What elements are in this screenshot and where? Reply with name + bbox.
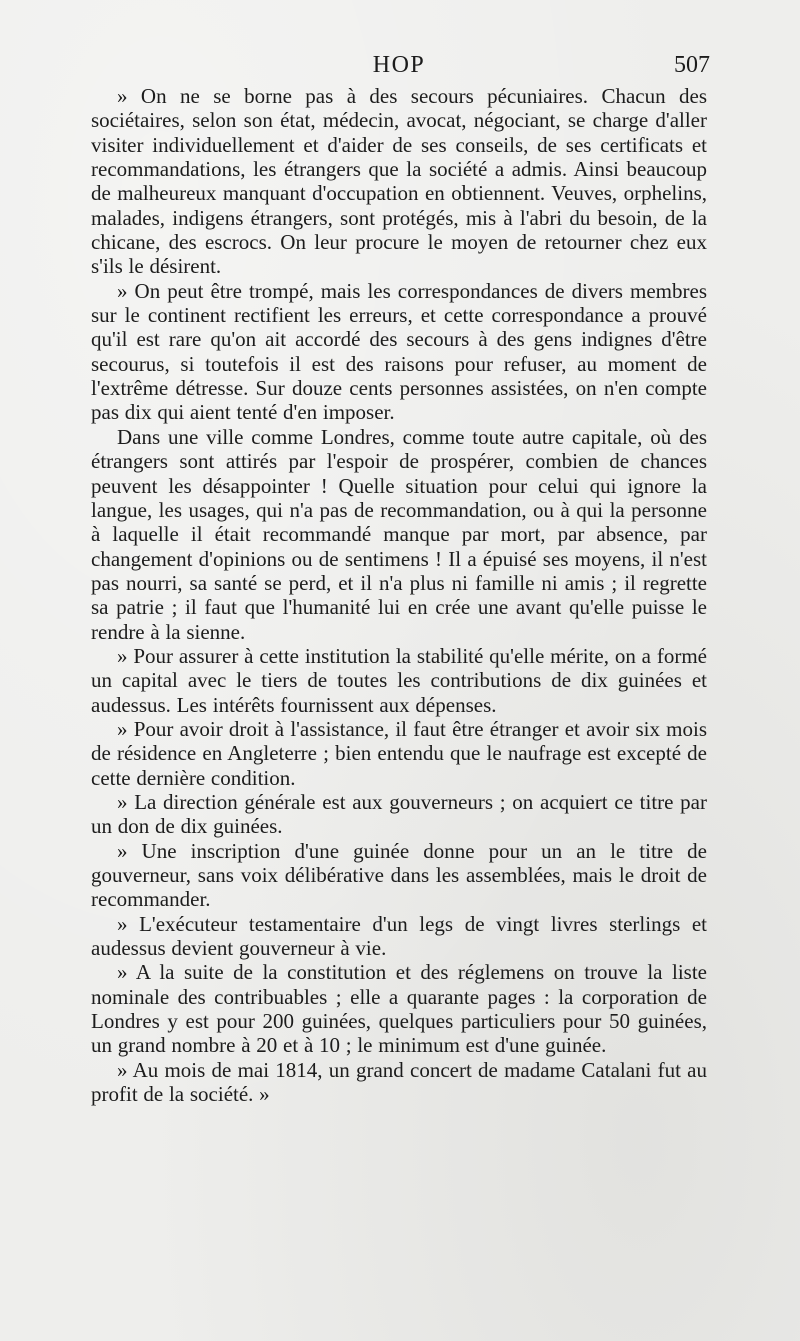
paragraph: » A la suite de la constitution et des réglemens on trouve la liste nominale des contribuables ; elle a quarante pages : la corporation de Londres y est pour 200 guinées, quelques particuliers pour 50 guinées, un grand nombre à 20 et à 10 ; le minimum est d'une guinée.: [91, 960, 707, 1058]
paragraph: Dans une ville comme Londres, comme toute autre capitale, où des étrangers sont attirés par l'espoir de prospérer, combien de chances peuvent les désappointer ! Quelle situation pour celui qui ignore la langue, les usages, qui n'a pas de recommandation, ou à qui la personne à laquelle il était recommandé manque par mort, par absence, par changement d'opinions ou de sentimens ! Il a épuisé ses moyens, il n'est pas nourri, sa santé se perd, et il n'a plus ni famille ni amis ; il regrette sa patrie ; il faut que l'humanité lui en crée une avant qu'elle puisse le rendre à la sienne.: [91, 424, 707, 644]
paragraph: » L'exécuteur testamentaire d'un legs de vingt livres sterlings et audessus devient gouverneur à vie.: [91, 911, 707, 961]
paragraph: » Pour assurer à cette institution la stabilité qu'elle mérite, on a formé un capital avec le tiers de toutes les contributions de dix guinées et audessus. Les intérêts fournissent aux dépenses.: [91, 643, 707, 717]
paragraph: » On peut être trompé, mais les correspondances de divers membres sur le continent rectifient les erreurs, et cette correspondance a prouvé qu'il est rare qu'on ait accordé des secours à des gens indignes d'être secourus, si toutefois il est des raisons pour refuser, au moment de l'extrême détresse. Sur douze cents personnes assistées, on n'en compte pas dix qui aient tenté d'en imposer.: [91, 278, 707, 425]
paragraph: » La direction générale est aux gouverneurs ; on acquiert ce titre par un don de dix guinées.: [91, 789, 707, 839]
page-header: [88, 50, 710, 86]
paragraph: » On ne se borne pas à des secours pécuniaires. Chacun des sociétaires, selon son état, médecin, avocat, négociant, se charge d'aller visiter individuellement et d'aider de ses conseils, de ses certificats et recommandations, les étrangers que la société a admis. Ainsi beaucoup de malheureux manquant d'occupation en obtiennent. Veuves, orphelins, malades, indigens étrangers, sont protégés, mis à l'abri du besoin, de la chicane, des escrocs. On leur procure le moyen de retourner chez eux s'ils le désirent.: [91, 84, 707, 279]
paragraph: » Une inscription d'une guinée donne pour un an le titre de gouverneur, sans voix délibérative dans les assemblées, mais le droit de recommander.: [91, 838, 707, 912]
paragraph: » Pour avoir droit à l'assistance, il faut être étranger et avoir six mois de résidence en Angleterre ; bien entendu que le naufrage est excepté de cette dernière condition.: [91, 716, 707, 790]
page-number: 507: [674, 52, 710, 78]
body-text: [91, 84, 707, 1106]
running-head: HOP: [372, 52, 426, 78]
paragraph: » Au mois de mai 1814, un grand concert de madame Catalani fut au profit de la société. »: [91, 1057, 707, 1107]
